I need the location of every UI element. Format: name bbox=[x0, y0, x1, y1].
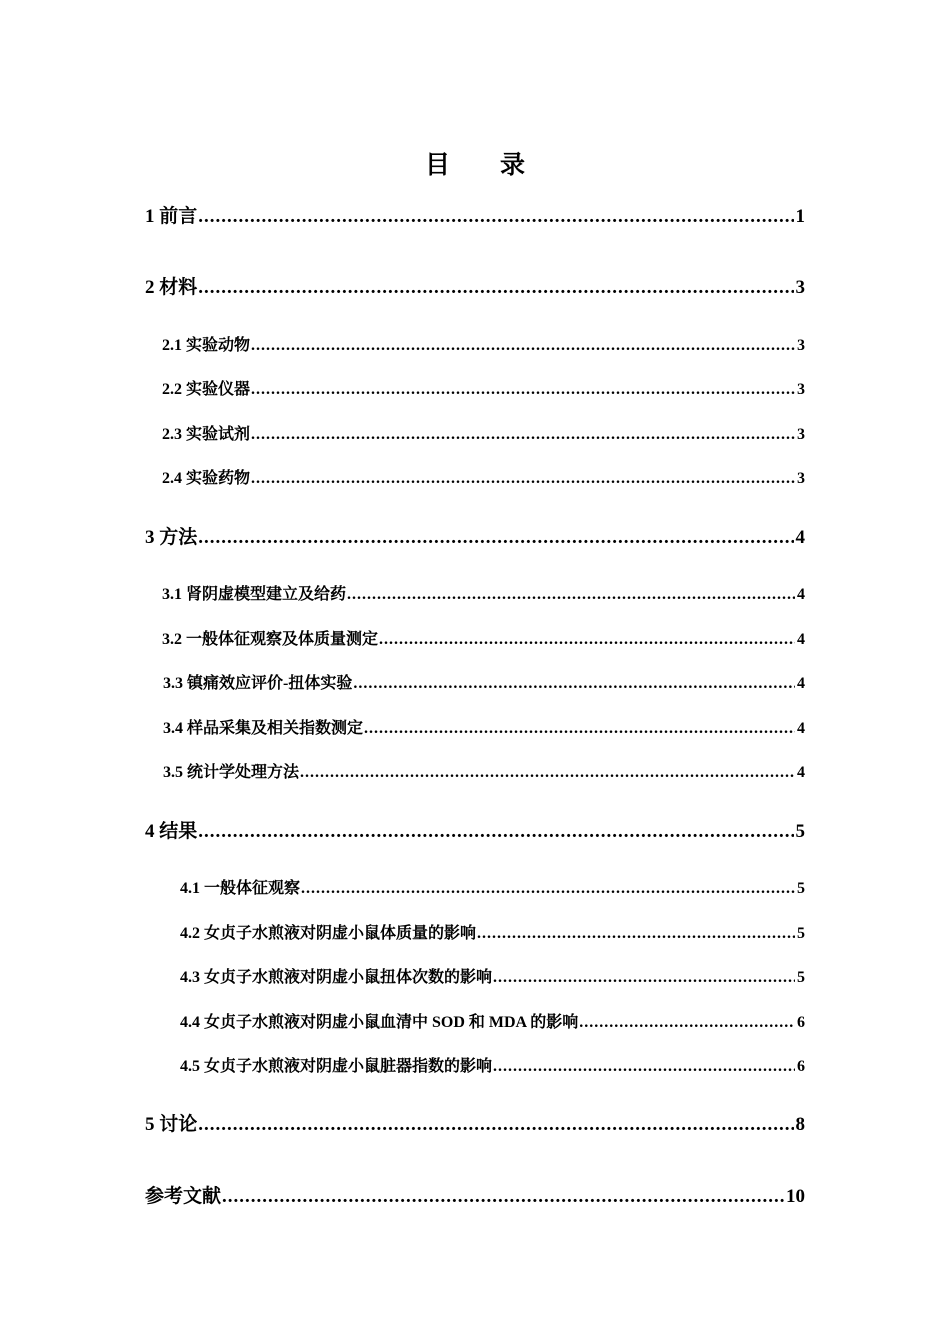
toc-page-number: 3 bbox=[795, 277, 805, 298]
toc-dot-leader bbox=[251, 381, 795, 399]
toc-page-number: 3 bbox=[797, 470, 805, 487]
toc-page-number: 3 bbox=[797, 337, 805, 354]
toc-entry-3-2[interactable] bbox=[162, 626, 805, 649]
toc-entry-label: 4.3 女贞子水煎液对阴虚小鼠扭体次数的影响 bbox=[180, 969, 493, 986]
toc-entry-label: 2.1 实验动物 bbox=[162, 337, 251, 354]
toc-entry-label: 3.1 肾阴虚模型建立及给药 bbox=[162, 586, 347, 603]
toc-page-number: 8 bbox=[795, 1114, 805, 1135]
toc-title-char-1: 目 bbox=[424, 152, 450, 179]
toc-title-char-2: 录 bbox=[500, 152, 526, 179]
toc-entry-4-2[interactable] bbox=[180, 920, 805, 943]
toc-page-number: 4 bbox=[797, 586, 805, 603]
toc-entry-label: 2.3 实验试剂 bbox=[162, 426, 251, 443]
toc-dot-leader bbox=[198, 1114, 793, 1136]
toc-entry-label: 3.3 镇痛效应评价-扭体实验 bbox=[163, 675, 353, 692]
toc-entry-references[interactable] bbox=[145, 1181, 805, 1208]
toc-entry-2-2[interactable] bbox=[162, 376, 805, 399]
toc-page-number: 5 bbox=[795, 821, 805, 842]
toc-entry-label: 4.5 女贞子水煎液对阴虚小鼠脏器指数的影响 bbox=[180, 1058, 493, 1075]
toc-entry-3-4[interactable] bbox=[163, 715, 805, 738]
toc-entry-label: 4.1 一般体征观察 bbox=[180, 880, 301, 897]
toc-entry-label: 2 材料 bbox=[145, 277, 198, 298]
toc-entry-label: 2.2 实验仪器 bbox=[162, 381, 251, 398]
toc-dot-leader bbox=[477, 925, 795, 943]
toc-page-number: 6 bbox=[797, 1058, 805, 1075]
toc-entry-label: 5 讨论 bbox=[145, 1114, 198, 1135]
toc-dot-leader bbox=[198, 277, 793, 299]
toc-dot-leader bbox=[222, 1186, 784, 1208]
toc-page-number: 5 bbox=[797, 969, 805, 986]
toc-entry-4-5[interactable] bbox=[180, 1053, 805, 1076]
toc-entry-2-1[interactable] bbox=[162, 332, 805, 355]
toc-dot-leader bbox=[579, 1014, 795, 1032]
toc-entry-label: 参考文献 bbox=[145, 1186, 222, 1207]
toc-entry-materials[interactable] bbox=[145, 272, 805, 299]
toc-title bbox=[0, 145, 950, 181]
toc-page-number: 10 bbox=[786, 1186, 805, 1207]
toc-page-number: 4 bbox=[797, 720, 805, 737]
toc-dot-leader bbox=[198, 206, 793, 228]
toc-entry-3-5[interactable] bbox=[163, 759, 805, 782]
toc-dot-leader bbox=[347, 586, 795, 604]
toc-page-number: 4 bbox=[797, 764, 805, 781]
toc-entry-label: 4.2 女贞子水煎液对阴虚小鼠体质量的影响 bbox=[180, 925, 477, 942]
toc-entry-label: 3 方法 bbox=[145, 527, 198, 548]
toc-entry-label: 1 前言 bbox=[145, 206, 198, 227]
toc-entry-label: 4 结果 bbox=[145, 821, 198, 842]
toc-dot-leader bbox=[251, 426, 795, 444]
toc-entry-label: 4.4 女贞子水煎液对阴虚小鼠血清中 SOD 和 MDA 的影响 bbox=[180, 1014, 579, 1031]
toc-entry-4-1[interactable] bbox=[180, 875, 805, 898]
toc-entry-preface[interactable] bbox=[145, 201, 805, 228]
toc-dot-leader bbox=[379, 631, 795, 649]
toc-entry-label: 2.4 实验药物 bbox=[162, 470, 251, 487]
toc-dot-leader bbox=[493, 1058, 795, 1076]
toc-entry-label: 3.2 一般体征观察及体质量测定 bbox=[162, 631, 379, 648]
toc-entry-2-3[interactable] bbox=[162, 421, 805, 444]
toc-entry-4-4[interactable] bbox=[180, 1009, 805, 1032]
toc-entry-results[interactable] bbox=[145, 816, 805, 843]
toc-entry-label: 3.4 样品采集及相关指数测定 bbox=[163, 720, 364, 737]
toc-dot-leader bbox=[198, 821, 793, 843]
toc-page-number: 5 bbox=[797, 925, 805, 942]
toc-dot-leader bbox=[364, 720, 795, 738]
toc-dot-leader bbox=[300, 764, 795, 782]
toc-dot-leader bbox=[301, 880, 795, 898]
toc-page-number: 3 bbox=[797, 381, 805, 398]
toc-dot-leader bbox=[493, 969, 795, 987]
toc-entry-3-1[interactable] bbox=[162, 581, 805, 604]
toc-page-number: 5 bbox=[797, 880, 805, 897]
toc-page-number: 1 bbox=[795, 206, 805, 227]
toc-page-number: 4 bbox=[797, 631, 805, 648]
toc-entry-discussion[interactable] bbox=[145, 1109, 805, 1136]
toc-page-number: 6 bbox=[797, 1014, 805, 1031]
toc-dot-leader bbox=[251, 337, 795, 355]
toc-dot-leader bbox=[353, 675, 795, 693]
toc-entry-label: 3.5 统计学处理方法 bbox=[163, 764, 300, 781]
toc-dot-leader bbox=[251, 470, 795, 488]
toc-page-number: 4 bbox=[795, 527, 805, 548]
toc-entry-4-3[interactable] bbox=[180, 964, 805, 987]
toc-page-number: 3 bbox=[797, 426, 805, 443]
toc-page-number: 4 bbox=[797, 675, 805, 692]
toc-entry-methods[interactable] bbox=[145, 522, 805, 549]
toc-entry-3-3[interactable] bbox=[163, 670, 805, 693]
toc-entry-2-4[interactable] bbox=[162, 465, 805, 488]
toc-dot-leader bbox=[198, 527, 793, 549]
